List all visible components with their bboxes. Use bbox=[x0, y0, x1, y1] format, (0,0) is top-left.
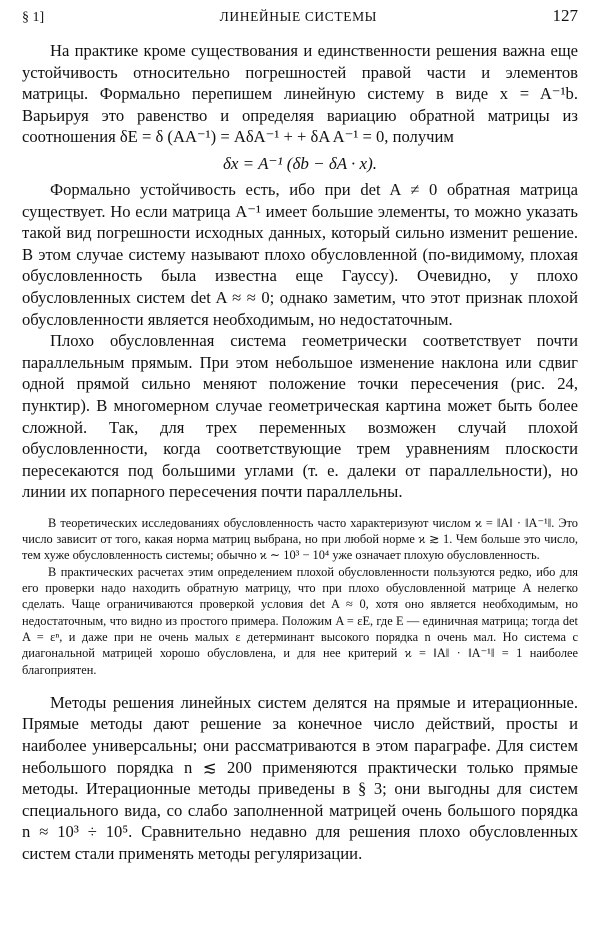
note-condition-number: В теоретических исследованиях обусловленность часто характеризуют числом ϰ = ‖A‖ · ‖A⁻¹‖. Это число зависит от того, какая норма матриц выбрана, но при любой норме ϰ ≳ 1. Чем больше это число, тем хуже обусловленность системы; обычно ϰ ∼ 10³ − 10⁴ уже означает плохую обусловленность. bbox=[22, 515, 578, 563]
running-header bbox=[22, 6, 578, 34]
paragraph-methods: Методы решения линейных систем делятся на прямые и итерационные. Прямые методы дают решение за конечное число действий, просты и наиболее универсальны; они рассматриваются в этом параграфе. Для систем небольшого порядка n ≲ 200 применяются практически только прямые методы. Итерационные методы приведены в § 3; они выгодны для систем специального вида, со слабо заполненной матрицей очень большого порядка n ≈ 10³ ÷ 10⁵. Сравнительно недавно для решения плохо обусловленных систем стали применять методы регуляризации. bbox=[22, 692, 578, 863]
paragraph-ill-conditioned: Формально устойчивость есть, ибо при det A ≠ 0 обратная матрица существует. Но если матрица A⁻¹ имеет большие элементы, то можно указать такой вид погрешности исходных данных, который сильно изменит решение. В этом случае систему называют плохо обусловленной (по-видимому, плохая обусловленность была известна еще Гауссу). Очевидно, у плохо обусловленных систем det A ≈ ≈ 0; однако заметим, что этот признак плохой обусловленности является необходимым, но недостаточным. bbox=[22, 179, 578, 329]
page-number: 127 bbox=[552, 6, 578, 25]
note-practical-check: В практических расчетах этим определением плохой обусловленности пользуются редко, ибо для его проверки надо находить обратную матрицу, что при плохо обусловленной матрице A нелегко сделать. Чаще ограничиваются проверкой условия det A ≈ 0, хотя оно является необходимым, но недостаточным, что видно из простого примера. Положим A = εE, где E — единичная матрица; тогда det A = εⁿ, и даже при не очень малых ε детерминант высокого порядка n очень мал. Но система с диагональной матрицей хорошо обусловлена, и для нее критерий ϰ = ‖A‖ · ‖A⁻¹‖ = 1 наиболее благоприятен. bbox=[22, 564, 578, 677]
section-marker: § 1] bbox=[22, 10, 45, 25]
variation-formula: δx = A⁻¹ (δb − δA · x). bbox=[222, 153, 378, 173]
paragraph-stability: На практике кроме существования и единственности решения важна еще устойчивость относительно погрешностей правой части и элементов матрицы. Формально перепишем линейную систему в виде x = A⁻¹b. Варьируя это равенство и определяя вариацию обратной матрицы из соотношения δE = δ (AA⁻¹) = AδA⁻¹ + + δA A⁻¹ = 0, получим bbox=[22, 41, 578, 147]
running-title: ЛИНЕЙНЫЕ СИСТЕМЫ bbox=[219, 9, 378, 24]
paragraph-geometry: Плохо обусловленная система геометрически соответствует почти параллельным прямым. При этом небольшое изменение наклона или сдвиг одной прямой сильно меняют положение точки пересечения (рис. 24, пунктир). В многомерном случае геометрическая картина может быть более сложной. Так, для трех переменных возможен случай плохой обусловленности, когда соответствующие трем уравнениям плоскости пересекаются под большими углами (т. е. далеки от параллельности), но линии их попарного пересечения почти параллельны. bbox=[22, 331, 578, 502]
